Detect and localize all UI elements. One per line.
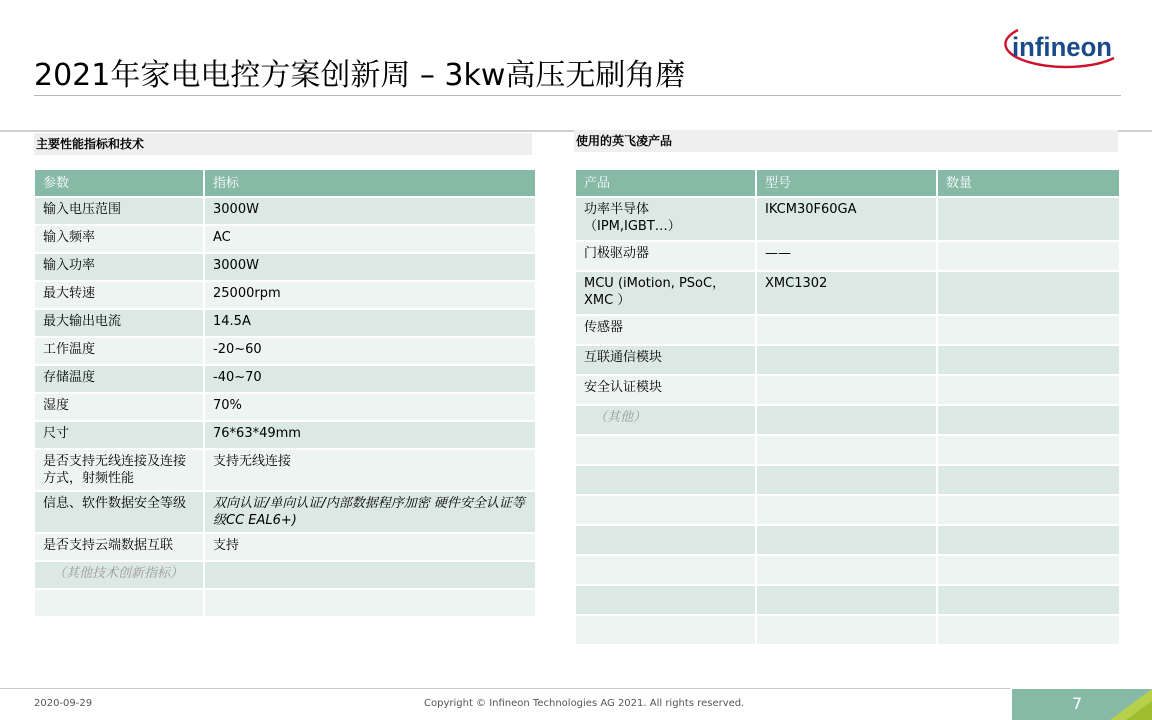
value-cell: -20~60 — [204, 337, 536, 365]
table-row — [34, 337, 536, 365]
product-cell: （其他） — [575, 405, 756, 435]
value-cell: AC — [204, 225, 536, 253]
product-cell — [575, 615, 756, 645]
quantity-cell — [937, 271, 1120, 315]
table-row — [34, 393, 536, 421]
value-cell: 支持 — [204, 533, 536, 561]
product-cell — [575, 585, 756, 615]
product-cell: 安全认证模块 — [575, 375, 756, 405]
parameter-cell: 最大输出电流 — [34, 309, 204, 337]
table-row — [575, 495, 1120, 525]
parameter-cell: 存储温度 — [34, 365, 204, 393]
table-row — [575, 465, 1120, 495]
product-cell: 互联通信模块 — [575, 345, 756, 375]
value-cell: 支持无线连接 — [204, 449, 536, 491]
table-row — [575, 345, 1120, 375]
performance-table — [33, 168, 537, 618]
model-cell — [756, 465, 937, 495]
quantity-cell — [937, 197, 1120, 241]
table-row — [575, 435, 1120, 465]
table-row — [575, 241, 1120, 271]
model-cell — [756, 345, 937, 375]
product-cell — [575, 495, 756, 525]
header-cell-product: 产品 — [575, 169, 756, 197]
product-cell: MCU (iMotion, PSoC，XMC ） — [575, 271, 756, 315]
quantity-cell — [937, 525, 1120, 555]
header-cell-quantity: 数量 — [937, 169, 1120, 197]
model-cell — [756, 615, 937, 645]
infineon-logo — [998, 18, 1122, 76]
table-row — [34, 561, 536, 589]
product-cell — [575, 525, 756, 555]
table-row — [34, 253, 536, 281]
left-section-title: 主要性能指标和技术 — [34, 133, 532, 155]
table-row — [575, 405, 1120, 435]
logo-text: infineon — [1012, 32, 1112, 62]
parameter-cell: 尺寸 — [34, 421, 204, 449]
table-row — [34, 197, 536, 225]
quantity-cell — [937, 405, 1120, 435]
parameter-cell — [34, 589, 204, 617]
model-cell — [756, 525, 937, 555]
table-row — [34, 421, 536, 449]
value-cell: 25000rpm — [204, 281, 536, 309]
product-cell: 门极驱动器 — [575, 241, 756, 271]
table-row — [575, 375, 1120, 405]
parameter-cell: 输入频率 — [34, 225, 204, 253]
parameter-cell: 是否支持云端数据互联 — [34, 533, 204, 561]
parameter-cell: 最大转速 — [34, 281, 204, 309]
parameter-cell: （其他技术创新指标） — [34, 561, 204, 589]
value-cell: 3000W — [204, 197, 536, 225]
table-row — [34, 589, 536, 617]
title-divider — [34, 95, 1121, 96]
model-cell — [756, 315, 937, 345]
table-row — [575, 197, 1120, 241]
value-cell — [204, 589, 536, 617]
footer-accent-triangle — [1096, 689, 1152, 720]
products-table — [574, 168, 1121, 646]
value-cell: -40~70 — [204, 365, 536, 393]
product-cell — [575, 465, 756, 495]
table-row — [34, 281, 536, 309]
header-cell-value: 指标 — [204, 169, 536, 197]
quantity-cell — [937, 241, 1120, 271]
page-number: 7 — [1072, 694, 1083, 713]
value-cell: 3000W — [204, 253, 536, 281]
header-cell-model: 型号 — [756, 169, 937, 197]
slide-title: 2021年家电电控方案创新周 – 3kw高压无刷角磨 — [34, 58, 686, 93]
model-cell — [756, 435, 937, 465]
quantity-cell — [937, 465, 1120, 495]
table-row — [34, 533, 536, 561]
value-cell: 双向认证/单向认证/内部数据程序加密 硬件安全认证等级CC EAL6+) — [204, 491, 536, 533]
parameter-cell: 输入电压范围 — [34, 197, 204, 225]
quantity-cell — [937, 615, 1120, 645]
table-row — [34, 491, 536, 533]
footer-date: 2020-09-29 — [34, 698, 93, 709]
table-row — [575, 525, 1120, 555]
table-row — [34, 309, 536, 337]
right-section-title: 使用的英飞凌产品 — [574, 130, 1118, 152]
header-cell-parameter: 参数 — [34, 169, 204, 197]
value-cell: 76*63*49mm — [204, 421, 536, 449]
model-cell — [756, 585, 937, 615]
quantity-cell — [937, 315, 1120, 345]
model-cell — [756, 555, 937, 585]
parameter-cell: 信息、软件数据安全等级 — [34, 491, 204, 533]
parameter-cell: 是否支持无线连接及连接方式，射频性能 — [34, 449, 204, 491]
value-cell: 70% — [204, 393, 536, 421]
model-cell: XMC1302 — [756, 271, 937, 315]
footer-divider — [0, 688, 1010, 689]
table-row — [575, 555, 1120, 585]
value-cell — [204, 561, 536, 589]
model-cell — [756, 375, 937, 405]
parameter-cell: 输入功率 — [34, 253, 204, 281]
quantity-cell — [937, 495, 1120, 525]
table-row — [575, 615, 1120, 645]
value-cell: 14.5A — [204, 309, 536, 337]
product-cell — [575, 435, 756, 465]
table-row — [575, 271, 1120, 315]
model-cell: —— — [756, 241, 937, 271]
table-row — [34, 225, 536, 253]
footer-copyright: Copyright © Infineon Technologies AG 2021. All rights reserved. — [424, 698, 745, 709]
model-cell: IKCM30F60GA — [756, 197, 937, 241]
product-cell: 传感器 — [575, 315, 756, 345]
model-cell — [756, 405, 937, 435]
product-cell — [575, 555, 756, 585]
parameter-cell: 工作温度 — [34, 337, 204, 365]
table-row — [34, 365, 536, 393]
quantity-cell — [937, 435, 1120, 465]
model-cell — [756, 495, 937, 525]
quantity-cell — [937, 555, 1120, 585]
product-cell: 功率半导体 （IPM,IGBT…） — [575, 197, 756, 241]
quantity-cell — [937, 345, 1120, 375]
quantity-cell — [937, 375, 1120, 405]
table-row — [34, 449, 536, 491]
table-row — [575, 585, 1120, 615]
table-row — [575, 315, 1120, 345]
quantity-cell — [937, 585, 1120, 615]
parameter-cell: 湿度 — [34, 393, 204, 421]
